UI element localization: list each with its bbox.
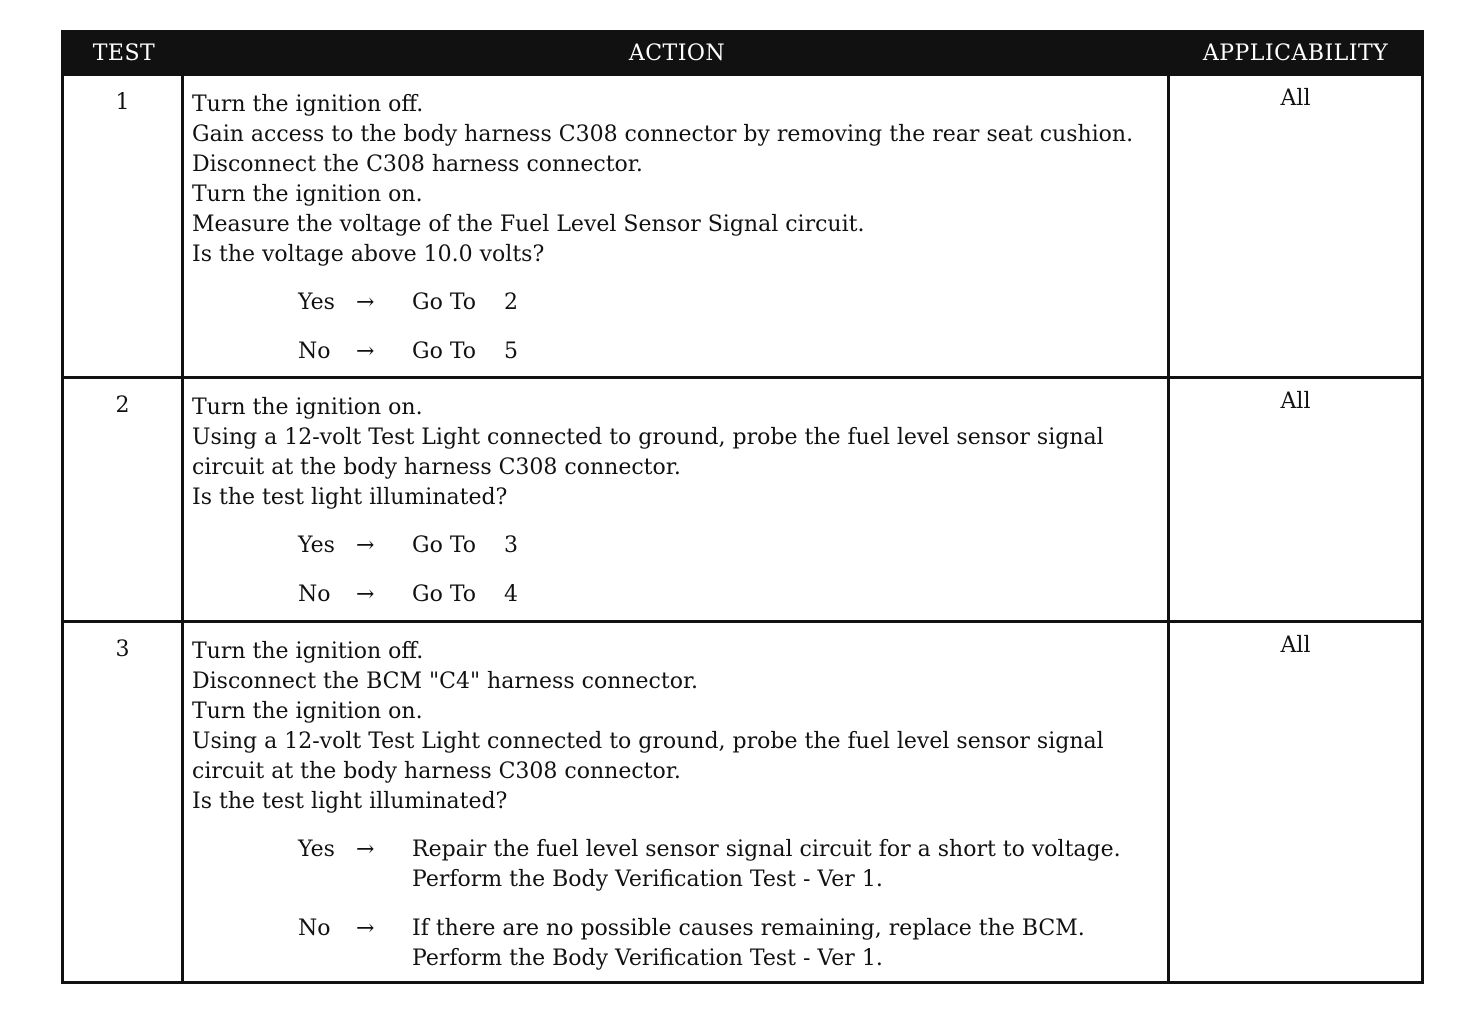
action-step: Gain access to the body harness C308 connector by removing the rear seat cushion. xyxy=(192,122,1134,147)
applicability-cell: All xyxy=(1280,86,1311,111)
choice-label: No xyxy=(298,582,331,607)
action-step: circuit at the body harness C308 connector. xyxy=(192,759,681,784)
arrow-right-icon: → xyxy=(356,339,375,364)
header-action: ACTION xyxy=(628,40,726,66)
action-step: Is the test light illuminated? xyxy=(192,789,508,814)
action-step: Disconnect the C308 harness connector. xyxy=(192,152,643,177)
choice-no xyxy=(298,914,1161,974)
choice-yes xyxy=(298,531,1161,561)
header-applicability: APPLICABILITY xyxy=(1202,40,1389,66)
action-step: circuit at the body harness C308 connector. xyxy=(192,455,681,480)
test-number: 1 xyxy=(64,76,184,376)
choice-no xyxy=(298,337,1161,367)
choice-target xyxy=(412,580,1161,610)
action-step: Turn the ignition on. xyxy=(192,699,423,724)
action-cell xyxy=(184,76,1170,376)
diagnostic-table xyxy=(61,30,1424,984)
goto-number: 3 xyxy=(504,533,518,558)
choice-label: Yes xyxy=(298,837,335,862)
arrow-right-icon: → xyxy=(356,290,375,315)
action-cell xyxy=(184,379,1170,620)
arrow-right-icon: → xyxy=(356,582,375,607)
choice-label: No xyxy=(298,916,331,941)
arrow-right-icon: → xyxy=(356,916,375,941)
choice-target xyxy=(412,914,1161,974)
test-number: 2 xyxy=(64,379,184,620)
choice-target xyxy=(412,288,1161,318)
applicability-cell: All xyxy=(1280,633,1311,658)
arrow-right-icon: → xyxy=(356,533,375,558)
choice-yes xyxy=(298,288,1161,318)
choices xyxy=(192,288,1161,367)
choice-label: Yes xyxy=(298,533,335,558)
choices xyxy=(192,531,1161,610)
action-step: Turn the ignition off. xyxy=(192,639,424,664)
table-row-test-2 xyxy=(64,376,1421,620)
goto-word: Go To xyxy=(412,290,477,315)
test-number: 3 xyxy=(64,623,184,981)
arrow-right-icon: → xyxy=(356,837,375,862)
choice-target xyxy=(412,337,1161,367)
action-step: Using a 12-volt Test Light connected to ground, probe the fuel level sensor signal xyxy=(192,729,1104,754)
action-step: Measure the voltage of the Fuel Level Sensor Signal circuit. xyxy=(192,212,865,237)
choice-line: Perform the Body Verification Test - Ver 1. xyxy=(412,867,883,892)
goto-number: 5 xyxy=(504,339,518,364)
goto-number: 4 xyxy=(504,582,518,607)
header-test: TEST xyxy=(92,40,156,66)
choice-line: Perform the Body Verification Test - Ver 1. xyxy=(412,946,883,971)
choice-no xyxy=(298,580,1161,610)
action-step: Turn the ignition off. xyxy=(192,92,424,117)
goto-word: Go To xyxy=(412,339,477,364)
action-step: Using a 12-volt Test Light connected to ground, probe the fuel level sensor signal xyxy=(192,425,1104,450)
table-row-test-1 xyxy=(64,73,1421,376)
applicability-cell: All xyxy=(1280,389,1311,414)
choice-line: If there are no possible causes remaining, replace the BCM. xyxy=(412,916,1085,941)
action-step: Is the test light illuminated? xyxy=(192,485,508,510)
choice-label: Yes xyxy=(298,290,335,315)
goto-word: Go To xyxy=(412,582,477,607)
action-step: Turn the ignition on. xyxy=(192,182,423,207)
choice-target xyxy=(412,835,1161,895)
choice-target xyxy=(412,531,1161,561)
goto-word: Go To xyxy=(412,533,477,558)
action-step: Is the voltage above 10.0 volts? xyxy=(192,242,545,267)
action-cell xyxy=(184,623,1170,981)
action-step: Turn the ignition on. xyxy=(192,395,423,420)
choice-label: No xyxy=(298,339,331,364)
action-step: Disconnect the BCM "C4" harness connector. xyxy=(192,669,699,694)
table-row-test-3 xyxy=(64,620,1421,981)
goto-number: 2 xyxy=(504,290,518,315)
choice-yes xyxy=(298,835,1161,895)
choices xyxy=(192,835,1161,974)
choice-line: Repair the fuel level sensor signal circuit for a short to voltage. xyxy=(412,837,1121,862)
table-header xyxy=(64,33,1421,73)
